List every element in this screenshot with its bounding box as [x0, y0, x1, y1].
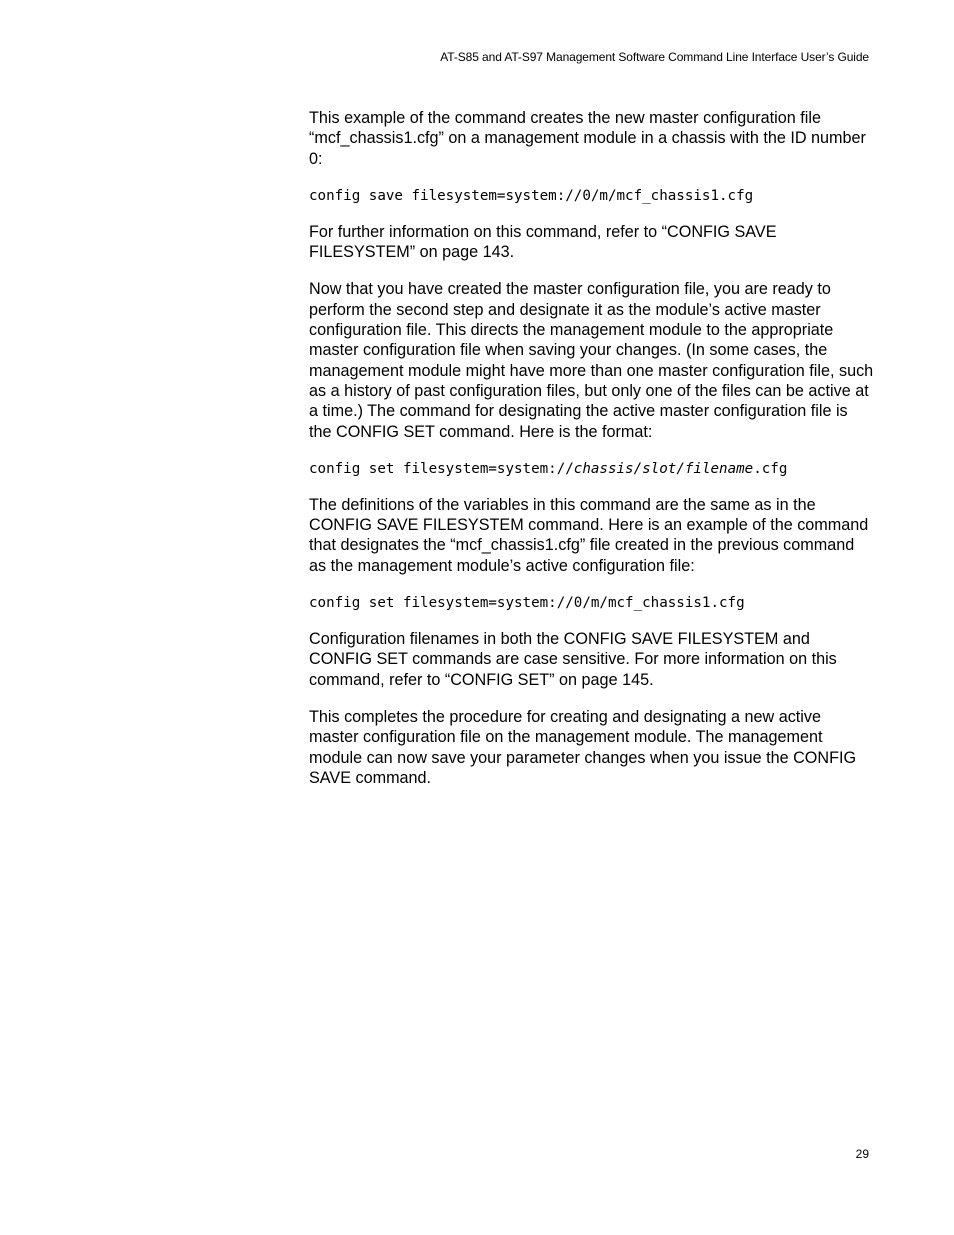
paragraph-further-info: For further information on this command, refer to “CONFIG SAVE FILESYSTEM” on page 143. — [309, 222, 777, 262]
paragraph-case-sensitive: Configuration filenames in both the CONFIG SAVE FILESYSTEM and CONFIG SET commands are case sensitive. For more information on this command, refer to “CONFIG SET” on page 145. — [309, 630, 837, 689]
code-var-slot: slot — [642, 460, 677, 477]
paragraph-procedure-complete: This completes the procedure for creating and designating a new active master configuration file on the management module. The management module can now save your parameter changes when you issue the CONFIG SAVE command. — [309, 707, 857, 787]
code-var-filename: filename — [684, 460, 754, 477]
running-header: AT-S85 and AT-S97 Management Software Command Line Interface User’s Guide — [440, 50, 869, 64]
code-prefix: config set filesystem=system:// — [309, 460, 574, 477]
paragraph-designate-active: Now that you have created the master configuration file, you are ready to perform the second step and designate it as the module’s active master configuration file. This directs the management module to the appropriate master configuration file when saving your changes. (In some cases, the management module might have more than one master configuration file, such as a history of past configuration files, but only one of the files can be active at a time.) The command for designating the active master configuration file is the CONFIG SET command. Here is the format: — [309, 280, 874, 441]
code-config-save-example: config save filesystem=system://0/m/mcf_chassis1.cfg — [309, 187, 754, 204]
code-var-chassis: chassis — [573, 460, 634, 477]
code-suffix: .cfg — [753, 460, 788, 477]
page-number: 29 — [855, 1147, 869, 1161]
main-content — [309, 108, 874, 805]
code-sep-1: / — [633, 460, 643, 477]
paragraph-variable-definitions: The definitions of the variables in this command are the same as in the CONFIG SAVE FILESYSTEM command. Here is an example of the command that designates the “mcf_chassis1.cfg” file created in the previous command as the management module’s active configuration file: — [309, 495, 869, 575]
code-config-set-example: config set filesystem=system://0/m/mcf_chassis1.cfg — [309, 595, 745, 612]
code-sep-2: / — [676, 460, 685, 477]
code-config-set-format — [309, 459, 874, 479]
paragraph-example-intro: This example of the command creates the new master configuration file “mcf_chassis1.cfg” on a management module in a chassis with the ID number 0: — [309, 109, 866, 168]
